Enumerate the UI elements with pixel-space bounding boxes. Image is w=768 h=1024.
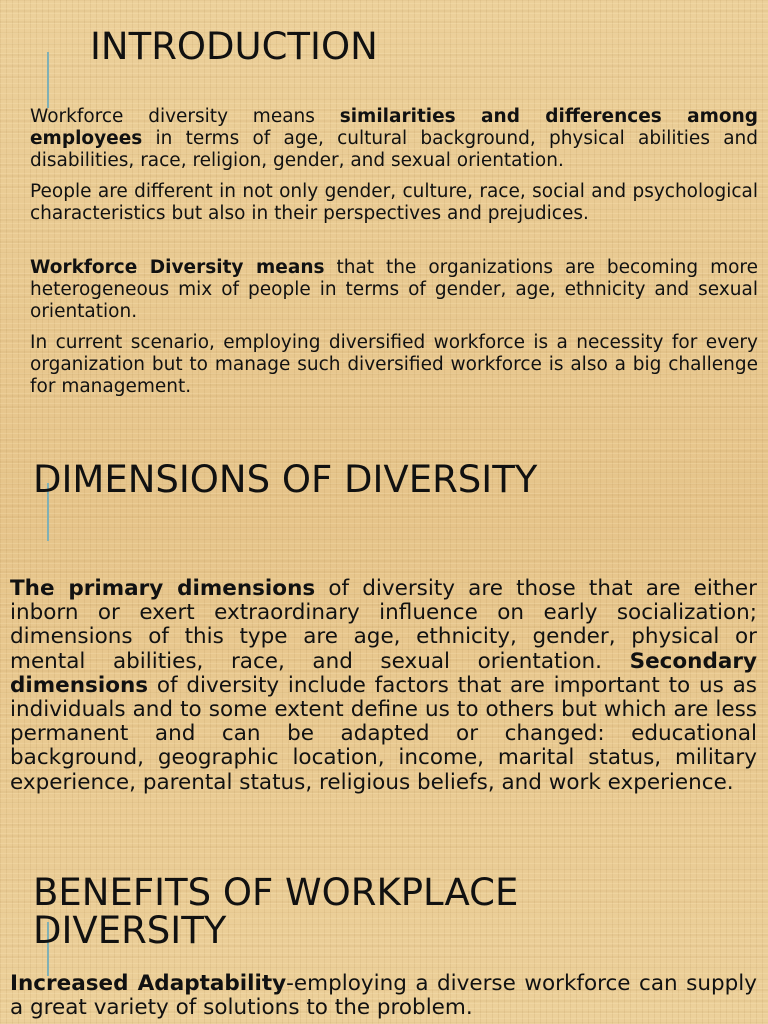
intro-paragraph-3 — [30, 257, 758, 323]
secondary-dimensions-text: of diversity include factors that are important to us as individuals and to some extent define us to others but which are less permanent and can be adapted or changed: educational background, geographic location, income, marital status, military experience, parental status, religious beliefs, and work experience. — [10, 672, 757, 795]
intro-p3-text: that the organizations are becoming more heterogeneous mix of people in terms of gender, age, ethnicity and sexual orientation. — [30, 257, 758, 322]
intro-paragraph-2: People are different in not only gender, culture, race, social and psychological characteristics but also in their perspectives and prejudices. — [30, 181, 758, 224]
increased-adaptability-bold: Increased Adaptability — [10, 971, 287, 996]
accent-line — [47, 52, 49, 108]
intro-paragraph-4: In current scenario, employing diversified workforce is a necessity for every organization but to manage such diversified workforce is also a big challenge for management. — [30, 332, 758, 397]
benefits-heading-line-1: BENEFITS OF WORKPLACE — [33, 871, 519, 914]
benefits-paragraph — [10, 972, 757, 1020]
benefits-heading — [33, 871, 519, 952]
dimensions-heading: DIMENSIONS OF DIVERSITY — [33, 458, 538, 501]
secondary-dimensions-bold: Secondary dimensions — [10, 648, 757, 698]
intro-p1-bold: similarities and differences among employees — [30, 106, 758, 149]
intro-heading: INTRODUCTION — [90, 25, 378, 68]
primary-dimensions-bold: The primary dimensions — [10, 576, 316, 601]
intro-p1-text: Workforce diversity means — [30, 106, 340, 127]
benefits-heading-line-2: DIVERSITY — [33, 909, 227, 952]
dimensions-paragraph — [10, 577, 757, 795]
primary-dimensions-text: of diversity are those that are either inborn or exert extraordinary influence on early socialization; dimensions of this type are age, ethnicity, gender, physical or mental abilities, race, and sexual orientation. — [10, 576, 757, 674]
intro-paragraph-1 — [30, 106, 758, 172]
intro-p1-text-end: in terms of age, cultural background, physical abilities and disabilities, race, religion, gender, and sexual orientation. — [30, 128, 758, 171]
increased-adaptability-text: -employing a diverse workforce can supply a great variety of solutions to the problem. — [10, 971, 757, 1021]
intro-p3-bold: Workforce Diversity means — [30, 257, 325, 278]
